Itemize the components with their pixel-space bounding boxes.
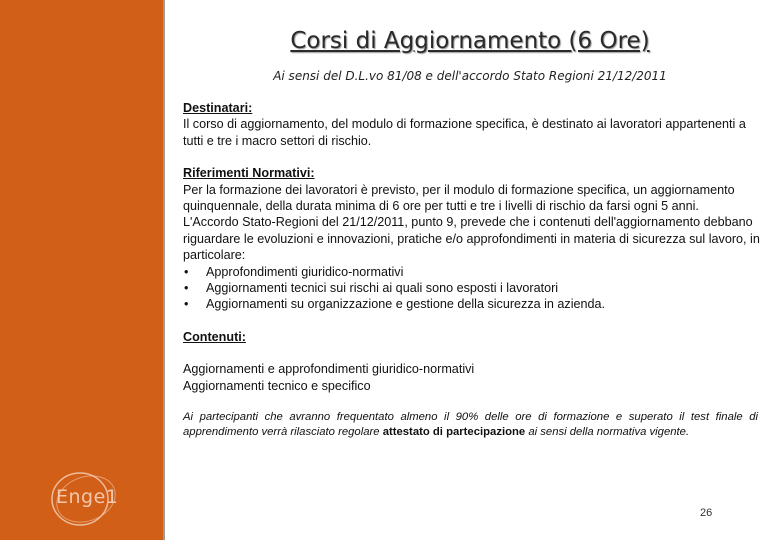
list-item	[183, 264, 763, 280]
riferimenti-paragraph-2: L'Accordo Stato-Regioni del 21/12/2011, punto 9, prevede che i contenuti dell'aggiornamento debbano riguardare le evoluzioni e innovazioni, pratiche e/o approfondimenti in materia di sicurezza sul lavoro, in particolare:	[183, 215, 760, 263]
bullet-icon: •	[184, 281, 189, 296]
contenuti-item: Aggiornamenti e approfondimenti giuridico-normativi	[183, 362, 475, 377]
note-bold-text: attestato di partecipazione	[382, 426, 526, 439]
page-title: Corsi di Aggiornamento (6 Ore)	[290, 28, 650, 54]
page-number: 26	[700, 507, 713, 519]
list-item	[183, 296, 763, 312]
contenuti-heading: Contenuti:	[183, 329, 246, 344]
destinatari-text: Il corso di aggiornamento, del modulo di formazione specifica, è destinato ai lavoratori appartenenti a tutti e tre i macro settori di rischio.	[183, 117, 746, 148]
bullet-text: Aggiornamenti su organizzazione e gestione della sicurezza in azienda.	[206, 297, 606, 312]
page-subtitle: Ai sensi del D.L.vo 81/08 e dell'accordo Stato Regioni 21/12/2011	[273, 69, 667, 83]
slide-content	[183, 100, 763, 440]
attestato-note	[183, 410, 758, 440]
riferimenti-paragraph-1: Per la formazione dei lavoratori è previsto, per il modulo di formazione specifica, un aggiornamento quinquennale, della durata minima di 6 ore per tutti e tre i livelli di rischio da farsi ogni 5 anni.	[183, 182, 735, 214]
bullet-text: Approfondimenti giuridico-normativi	[206, 264, 404, 279]
riferimenti-heading: Riferimenti Normativi:	[183, 166, 315, 181]
destinatari-heading: Destinatari:	[183, 101, 253, 115]
bullet-icon: •	[184, 264, 189, 279]
bullet-text: Aggiornamenti tecnici sui rischi ai quali sono esposti i lavoratori	[206, 281, 559, 296]
bullet-icon: •	[184, 297, 189, 312]
list-item	[183, 280, 763, 296]
note-text: Ai partecipanti che avranno frequentato almeno il 90% delle ore di formazione e superato il test finale di apprendimento verrà rilasciato regolare	[183, 411, 758, 439]
note-text-end: ai sensi della normativa vigente.	[525, 426, 690, 439]
sidebar-panel	[0, 0, 165, 540]
logo-text: Enge1	[56, 486, 119, 508]
contenuti-item: Aggiornamenti tecnico e specifico	[183, 378, 371, 393]
